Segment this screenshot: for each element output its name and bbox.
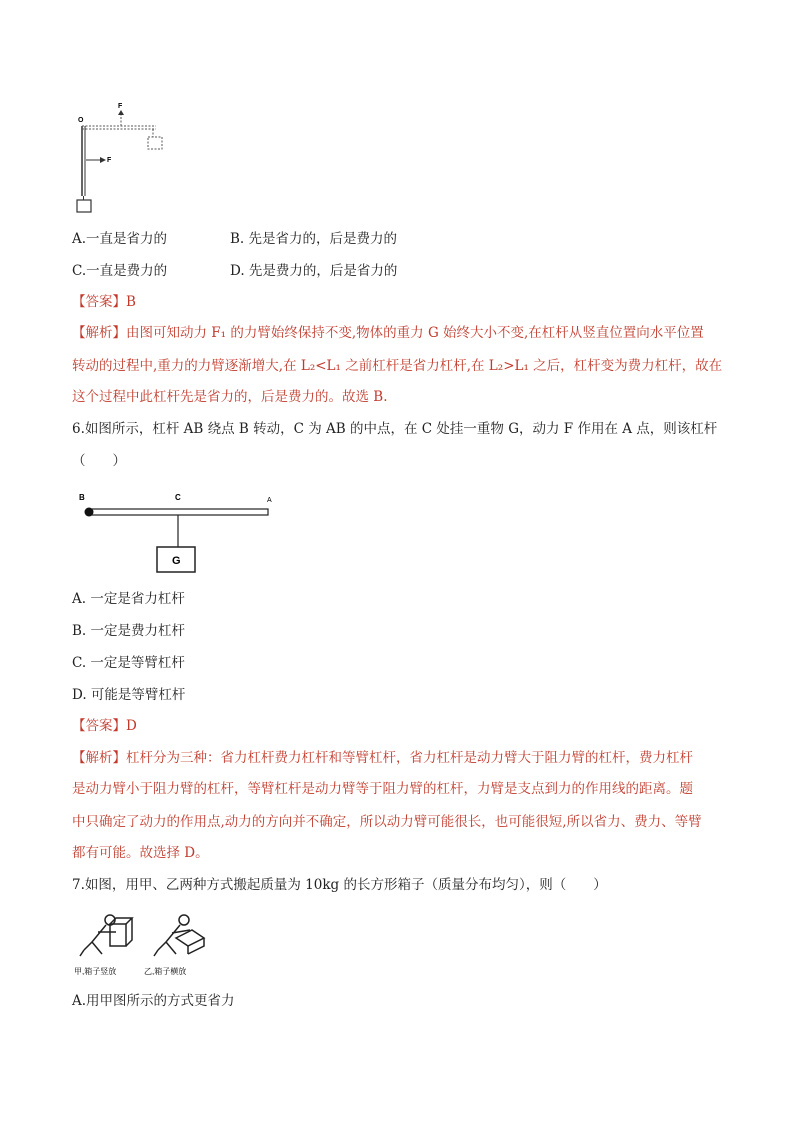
analysis-text: 由图可知动力 F₁ 的力臂始终保持不变,物体的重力 G 始终大小不变,在杠杆从竖直位置向水平位置: [126, 325, 704, 341]
q5-option-c: C.一直是费力的: [72, 263, 168, 279]
point-c-label: C: [175, 493, 181, 502]
q7-stem: 7.如图，用甲、乙两种方式搬起质量为 10kg 的长方形箱子（质量分布均匀），则（ ）: [72, 877, 607, 893]
q6-option-d: D. 可能是等臂杠杆: [72, 687, 186, 703]
force-f-side-label: F: [107, 157, 112, 164]
q6-analysis-line-4: 都有可能。故选择 D。: [72, 845, 209, 861]
analysis-text: 杠杆分为三种：省力杠杆费力杠杆和等臂杠杆，省力杠杆是动力臂大于阻力臂的杠杆，费力杠杆: [126, 750, 693, 766]
q5-analysis-line-1: [72, 323, 704, 343]
point-a-label: A: [267, 497, 272, 504]
q5-answer: [72, 292, 136, 312]
analysis-tag: 【解析】: [72, 325, 126, 341]
q6-option-b: B. 一定是费力杠杆: [72, 623, 186, 639]
q6-analysis-line-1: [72, 748, 693, 768]
q6-answer: [72, 716, 137, 736]
person-jia-icon: [80, 915, 132, 956]
q5-option-a: A.一直是省力的: [72, 231, 168, 247]
caption-jia: 甲,箱子竖放: [74, 967, 117, 976]
q7-option-a: A.用甲图所示的方式更省力: [72, 993, 235, 1009]
q6-stem: 6.如图所示，杠杆 AB 绕点 B 转动，C 为 AB 的中点，在 C 处挂一重物 G，动力 F 作用在 A 点，则该杠杆: [72, 421, 718, 437]
analysis-tag: 【解析】: [72, 750, 126, 766]
q6-analysis-line-3: 中只确定了动力的作用点,动力的方向并不确定，所以动力臂可能很长，也可能很短,所以省力、费力、等臂: [72, 814, 702, 830]
answer-tag: 【答案】: [72, 294, 126, 310]
answer-value: B: [126, 294, 136, 310]
box-lifting-figure: [72, 908, 232, 980]
pivot-b-dot: [85, 508, 94, 517]
point-b-label: B: [79, 493, 85, 502]
q5-option-b: B. 先是省力的，后是费力的: [230, 231, 398, 247]
q6-option-a: A. 一定是省力杠杆: [72, 591, 185, 607]
q6-analysis-line-2: 是动力臂小于阻力臂的杠杆，等臂杠杆是动力臂等于阻力臂的杠杆，力臂是支点到力的作用线的距离。题: [72, 781, 693, 797]
q5-option-d: D. 先是费力的，后是省力的: [230, 263, 398, 279]
caption-yi: 乙,箱子横放: [144, 967, 187, 976]
lever-rotation-figure: [74, 100, 174, 215]
force-f-top-label: F: [118, 103, 123, 110]
q6-option-c: C. 一定是等臂杠杆: [72, 655, 185, 671]
person-yi-icon: [154, 915, 204, 956]
answer-tag: 【答案】: [72, 718, 126, 734]
weight-g-label: G: [172, 555, 181, 567]
answer-value: D: [126, 718, 137, 734]
pivot-o-label: O: [78, 117, 84, 124]
q6-stem-paren: （ ）: [72, 453, 126, 469]
q5-analysis-line-3: 这个过程中此杠杆先是省力的，后是费力的。故选 B.: [72, 389, 388, 405]
q5-analysis-line-2: 转动的过程中,重力的力臂逐渐增大,在 L₂<L₁ 之前杠杆是省力杠杆,在 L₂>L₁ 之后，杠杆变为费力杠杆，故在: [72, 358, 723, 374]
lever-bcg-figure: [76, 488, 286, 578]
